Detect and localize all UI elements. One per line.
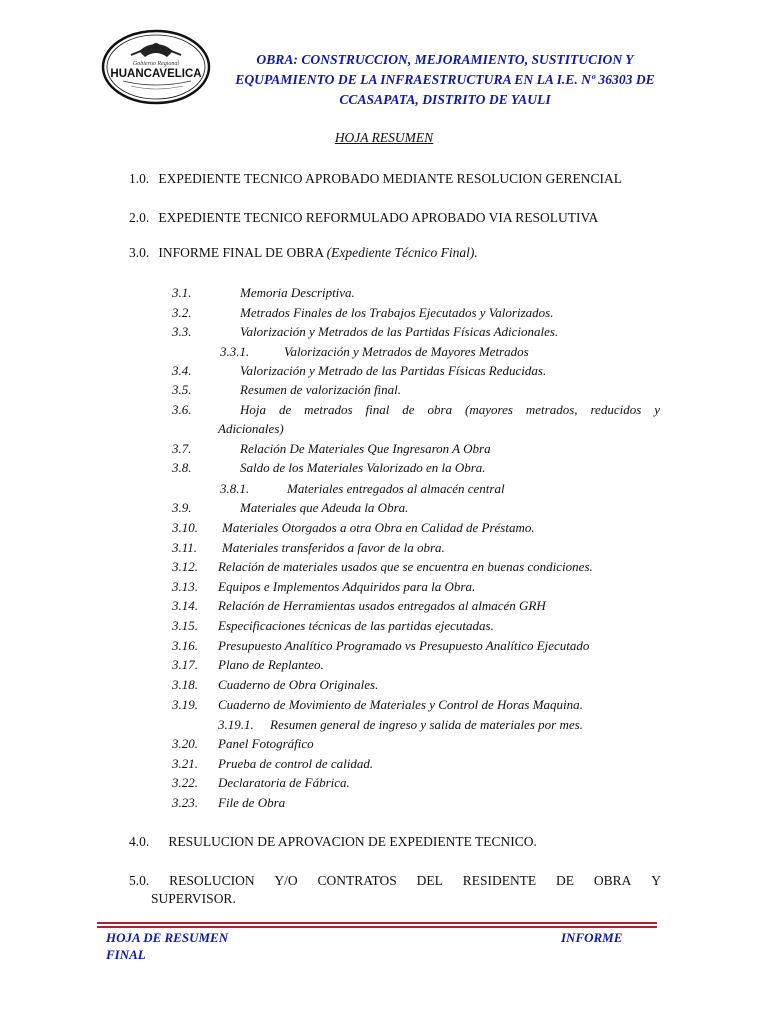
- item-text: Panel Fotográfico: [218, 736, 314, 751]
- word: DEL: [416, 873, 443, 888]
- section-5: [129, 873, 661, 907]
- list-item: [0, 305, 768, 323]
- list-item: [0, 344, 768, 362]
- list-item: [0, 540, 768, 558]
- item-text: Equipos e Implementos Adquiridos para la Obra.: [218, 579, 476, 594]
- item-text: Valorización y Metrado de las Partidas Físicas Reducidas.: [240, 363, 547, 378]
- footer-left-line-2: FINAL: [106, 947, 146, 962]
- item-text: Materiales entregados al almacén central: [287, 481, 505, 496]
- item-number: 3.6.: [172, 402, 192, 417]
- section-5-line-2: SUPERVISOR.: [151, 891, 236, 906]
- list-item: [0, 363, 768, 381]
- item-text: Materiales que Adeuda la Obra.: [240, 500, 409, 515]
- list-item: [0, 559, 768, 577]
- item-text: Metrados Finales de los Trabajos Ejecutados y Valorizados.: [240, 305, 554, 320]
- footer-rule-top: [97, 922, 657, 924]
- list-item: [0, 638, 768, 656]
- item-text: Materiales Otorgados a otra Obra en Calidad de Préstamo.: [222, 520, 535, 535]
- item-text: Relación de materiales usados que se encuentra en buenas condiciones.: [218, 559, 593, 574]
- project-title-line-1: OBRA: CONSTRUCCION, MEJORAMIENTO, SUSTITUCION Y: [256, 52, 634, 67]
- footer-rule-bottom: [97, 926, 657, 928]
- item-number: 3.19.: [172, 697, 198, 712]
- word: RESOLUCION: [169, 873, 255, 888]
- item-text: Memoria Descriptiva.: [240, 285, 355, 300]
- item-number: 3.14.: [172, 598, 198, 613]
- item-number: 3.3.1.: [220, 344, 250, 359]
- list-item: [0, 460, 768, 478]
- list-item: [0, 618, 768, 636]
- list-item: [0, 285, 768, 303]
- item-number: 3.11.: [172, 540, 198, 555]
- huancavelica-logo: [101, 29, 211, 105]
- item-number: 3.1.: [172, 285, 192, 300]
- section-text: EXPEDIENTE TECNICO REFORMULADO APROBADO VIA RESOLUTIVA: [158, 210, 599, 225]
- item-text: Declaratoria de Fábrica.: [218, 775, 350, 790]
- list-item: [0, 520, 768, 538]
- svg-text:HUANCAVELICA: HUANCAVELICA: [110, 68, 202, 80]
- item-number: 3.8.: [172, 460, 192, 475]
- section-1: [129, 171, 622, 187]
- item-number: 3.18.: [172, 677, 198, 692]
- footer-right: INFORME: [561, 930, 623, 945]
- section-5-line-1: [129, 873, 661, 889]
- item-text: Valorización y Metrados de las Partidas Físicas Adicionales.: [240, 324, 559, 339]
- item-text: Hoja de metrados final de obra (mayores metrados, reducidos y: [240, 402, 660, 417]
- section-4: [129, 834, 537, 850]
- list-item: [0, 697, 768, 715]
- section-2: [129, 210, 598, 226]
- list-item: [0, 598, 768, 616]
- list-item: [0, 775, 768, 793]
- item-number: 3.13.: [172, 579, 198, 594]
- item-number: 3.20.: [172, 736, 198, 751]
- item-number: 3.8.1.: [220, 481, 250, 496]
- section-number: 4.0.: [129, 834, 150, 849]
- item-number: 3.2.: [172, 305, 192, 320]
- section-text: EXPEDIENTE TECNICO APROBADO MEDIANTE RESOLUCION GERENCIAL: [158, 171, 622, 186]
- list-item: [0, 579, 768, 597]
- word: CONTRATOS: [317, 873, 397, 888]
- section-text-italic: (Expediente Técnico Final).: [326, 245, 478, 260]
- list-item: [0, 324, 768, 342]
- section-3: [129, 245, 478, 261]
- word: RESIDENTE: [462, 873, 537, 888]
- word: Y/O: [274, 873, 298, 888]
- list-item: [0, 677, 768, 695]
- section-number: 3.0.: [129, 245, 150, 260]
- section-number: 5.0.: [129, 873, 150, 888]
- item-number: 3.3.: [172, 324, 192, 339]
- item-number: 3.22.: [172, 775, 198, 790]
- footer-left: [106, 929, 228, 963]
- list-item: [0, 717, 768, 735]
- item-number: 3.19.1.: [218, 717, 254, 732]
- item-number: 3.12.: [172, 559, 198, 574]
- item-text: Saldo de los Materiales Valorizado en la Obra.: [240, 460, 486, 475]
- item-number: 3.17.: [172, 657, 198, 672]
- item-number: 3.21.: [172, 756, 198, 771]
- list-item: [0, 657, 768, 675]
- word: Y: [651, 873, 661, 888]
- project-title: [222, 50, 668, 110]
- section-number: 2.0.: [129, 210, 150, 225]
- list-item: [0, 756, 768, 774]
- item-number: 3.4.: [172, 363, 192, 378]
- item-number: 3.16.: [172, 638, 198, 653]
- project-title-line-2: EQUPAMIENTO DE LA INFRAESTRUCTURA EN LA I.E. Nº 36303 DE: [235, 72, 655, 87]
- list-item: [0, 736, 768, 754]
- item-text: Relación de Herramientas usados entregados al almacén GRH: [218, 598, 546, 613]
- word: DE: [556, 873, 575, 888]
- item-text: Plano de Replanteo.: [218, 657, 324, 672]
- list-item: [0, 441, 768, 459]
- item-number: 3.9.: [172, 500, 192, 515]
- item-text: Resumen de valorización final.: [240, 382, 402, 397]
- footer-left-line-1: HOJA DE RESUMEN: [106, 930, 229, 945]
- item-text: Cuaderno de Obra Originales.: [218, 677, 379, 692]
- list-item: [0, 481, 768, 499]
- list-item: [0, 382, 768, 400]
- item-text: Especificaciones técnicas de las partidas ejecutadas.: [218, 618, 494, 633]
- list-item: [0, 500, 768, 518]
- item-text: Presupuesto Analítico Programado vs Presupuesto Analítico Ejecutado: [218, 638, 590, 653]
- item-text: Cuaderno de Movimiento de Materiales y Control de Horas Maquina.: [218, 697, 583, 712]
- project-title-line-3: CCASAPATA, DISTRITO DE YAULI: [339, 92, 551, 107]
- word: OBRA: [593, 873, 632, 888]
- item-text: Adicionales): [218, 421, 284, 436]
- list-item: [0, 421, 768, 439]
- item-text: Relación De Materiales Que Ingresaron A Obra: [240, 441, 491, 456]
- item-text: File de Obra: [218, 795, 286, 810]
- section-text: INFORME FINAL DE OBRA: [158, 245, 324, 260]
- item-number: 3.15.: [172, 618, 198, 633]
- item-text: Resumen general de ingreso y salida de materiales por mes.: [270, 717, 583, 732]
- item-number: 3.10.: [172, 520, 198, 535]
- item-text: Materiales transferidos a favor de la obra.: [222, 540, 445, 555]
- section-number: 1.0.: [129, 171, 150, 186]
- item-number: 3.7.: [172, 441, 192, 456]
- section-text: RESULUCION DE APROVACION DE EXPEDIENTE TECNICO.: [168, 834, 537, 849]
- document-title: HOJA RESUMEN: [334, 130, 434, 145]
- list-item: [0, 402, 768, 420]
- item-number: 3.5.: [172, 382, 192, 397]
- item-text: Valorización y Metrados de Mayores Metrados: [284, 344, 529, 359]
- item-number: 3.23.: [172, 795, 198, 810]
- item-text: Prueba de control de calidad.: [218, 756, 374, 771]
- list-item: [0, 795, 768, 813]
- svg-text:Gobierno Regional: Gobierno Regional: [132, 61, 180, 67]
